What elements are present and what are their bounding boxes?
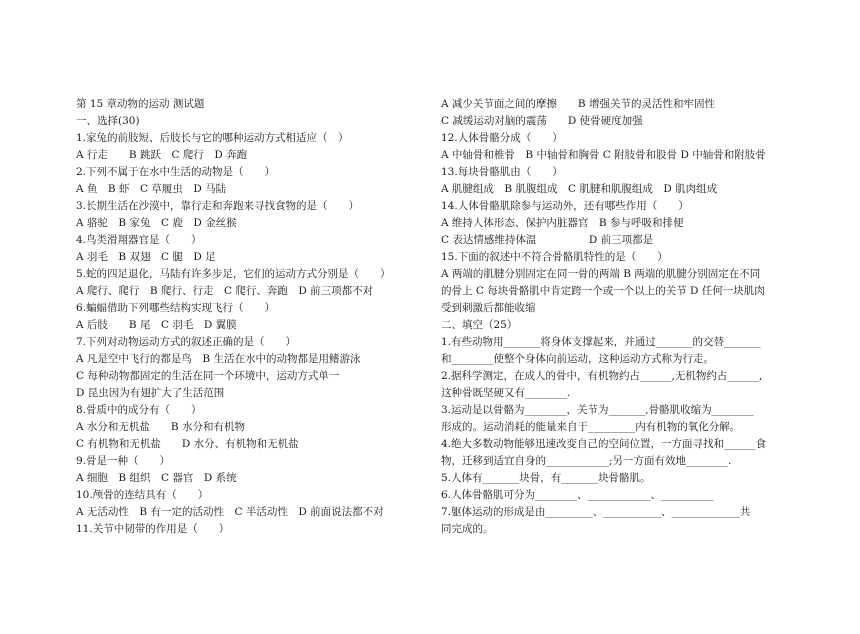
right-column-line: 13.每块骨骼肌由（ ） xyxy=(441,166,563,178)
right-column-line: A 两端的肌腱分别固定在同一骨的两端 B 两端的肌腱分别固定在不同 xyxy=(441,268,761,280)
left-column-line: A 无活动性 B 有一定的活动性 C 半活动性 D 前面说法都不对 xyxy=(76,506,384,518)
left-column-line: C 每种动物都固定的生活在同一个环境中，运动方式单一 xyxy=(76,370,340,382)
right-column-line: 形成的。运动消耗的能量来自于_________内有机物的氧化分解。 xyxy=(441,421,741,433)
right-column-line: 4.绝大多数动物能够迅速改变自己的空间位置，一方面寻找和______食 xyxy=(441,438,767,450)
right-column-line: A 维持人体形态、保护内脏器官 B 参与呼吸和排便 xyxy=(441,217,684,229)
left-column-line: 9.骨是一种（ ） xyxy=(76,455,171,467)
right-column-line: 受到刺激后都能收缩 xyxy=(441,302,536,314)
left-column-line: 10.颅骨的连结具有（ ） xyxy=(76,489,209,501)
left-column xyxy=(76,96,421,538)
left-column-line: 第 15 章动物的运动 测试题 xyxy=(76,98,205,110)
left-column-line: 一、选择(30) xyxy=(76,115,140,127)
left-column-line: 3.长期生活在沙漠中，靠行走和奔跑来寻找食物的是（ ） xyxy=(76,200,360,212)
left-column-line: A 鱼 B 虾 C 草履虫 D 马陆 xyxy=(76,183,227,195)
left-column-line: A 后肢 B 尾 C 羽毛 D 翼膜 xyxy=(76,319,237,331)
right-column-line: A 中轴骨和椎骨 B 中轴骨和胸骨 C 附肢骨和股骨 D 中轴骨和附肢骨 xyxy=(441,149,766,161)
left-column-line: A 骆驼 B 家兔 C 鹿 D 金丝猴 xyxy=(76,217,237,229)
left-column-line: 5.蛇的四足退化，马陆有许多步足，它们的运动方式分别是（ ） xyxy=(76,268,391,280)
left-column-line: 2.下列不属于在水中生活的动物是（ ） xyxy=(76,166,276,178)
right-column-line: 12.人体骨骼分成（ ） xyxy=(441,132,563,144)
left-column-line: A 水分和无机盐 B 水分和有机物 xyxy=(76,421,245,433)
right-column-line: 14.人体骨骼肌除参与运动外，还有哪些作用（ ） xyxy=(441,200,689,212)
left-column-line: 7.下列对动物运动方式的叙述正确的是（ ） xyxy=(76,336,297,348)
right-column-line: C 表达情感维持体温 D 前三项都是 xyxy=(441,234,654,246)
right-column-line: 这种骨既坚硬又有________. xyxy=(441,387,571,399)
right-column-line: C 减缓运动对脑的震荡 D 使骨硬度加强 xyxy=(441,115,643,127)
right-column-line: 3.运动是以骨骼为________，关节为_______,骨骼肌收缩为________ xyxy=(441,404,754,416)
left-column-line: 6.蝙蝠借助下列哪些结构实现飞行（ ） xyxy=(76,302,276,314)
left-column-line: A 羽毛 B 双翅 C 腿 D 足 xyxy=(76,251,216,263)
right-column xyxy=(441,96,786,538)
left-column-line: 1.家兔的前肢短、后肢长与它的哪种运动方式相适应（ ） xyxy=(76,132,349,144)
right-column-line: 二、填空（25） xyxy=(441,319,518,331)
right-column-line: 1.有些动物用_______将身体支撑起来，并通过_______的交替_______ xyxy=(441,336,761,348)
left-column-line: A 凡是空中飞行的都是鸟 B 生活在水中的动物都是用鳍游泳 xyxy=(76,353,361,365)
left-column-line: A 细胞 B 组织 C 器官 D 系统 xyxy=(76,472,237,484)
left-column-line: A 行走 B 跳跃 C 爬行 D 奔跑 xyxy=(76,149,248,161)
right-column-line: 2.据科学测定，在成人的骨中，有机物约占______,无机物约占______, xyxy=(441,370,763,382)
left-column-line: A 爬行、爬行 B 爬行、行走 C 爬行、奔跑 D 前三项都不对 xyxy=(76,285,374,297)
left-column-line: C 有机物和无机盐 D 水分、有机物和无机盐 xyxy=(76,438,299,450)
right-column-line: 15.下面的叙述中不符合骨骼肌特性的是（ ） xyxy=(441,251,668,263)
left-column-line: 4.鸟类滑翔器官是（ ） xyxy=(76,234,202,246)
left-column-line: 8.骨质中的成分有（ ） xyxy=(76,404,202,416)
right-column-line: 和________使整个身体向前运动，这种运动方式称为行走。 xyxy=(441,353,714,365)
right-column-line: 6.人体骨骼肌可分为________、____________、__________ xyxy=(441,489,714,501)
left-column-line: D 昆虫因为有翅扩大了生活范围 xyxy=(76,387,225,399)
right-column-line: 5.人体有_______块骨，有_______块骨骼肌。 xyxy=(441,472,651,484)
right-column-line: 的骨上 C 每块骨骼肌中肯定跨一个或一个以上的关节 D 任何一块肌肉 xyxy=(441,285,765,297)
right-column-line: 7.躯体运动的形成是由_________、___________、_____________共 xyxy=(441,506,751,518)
right-column-line: 物，迁移到适宜自身的____________;另一方面有效地________. xyxy=(441,455,732,467)
right-column-line: A 减少关节面之间的摩擦 B 增强关节的灵活性和牢固性 xyxy=(441,98,715,110)
left-column-line: 11.关节中韧带的作用是（ ） xyxy=(76,523,230,535)
right-column-line: 同完成的。 xyxy=(441,523,494,535)
right-column-line: A 肌腱组成 B 肌腹组成 C 肌腱和肌腹组成 D 肌肉组成 xyxy=(441,183,718,195)
